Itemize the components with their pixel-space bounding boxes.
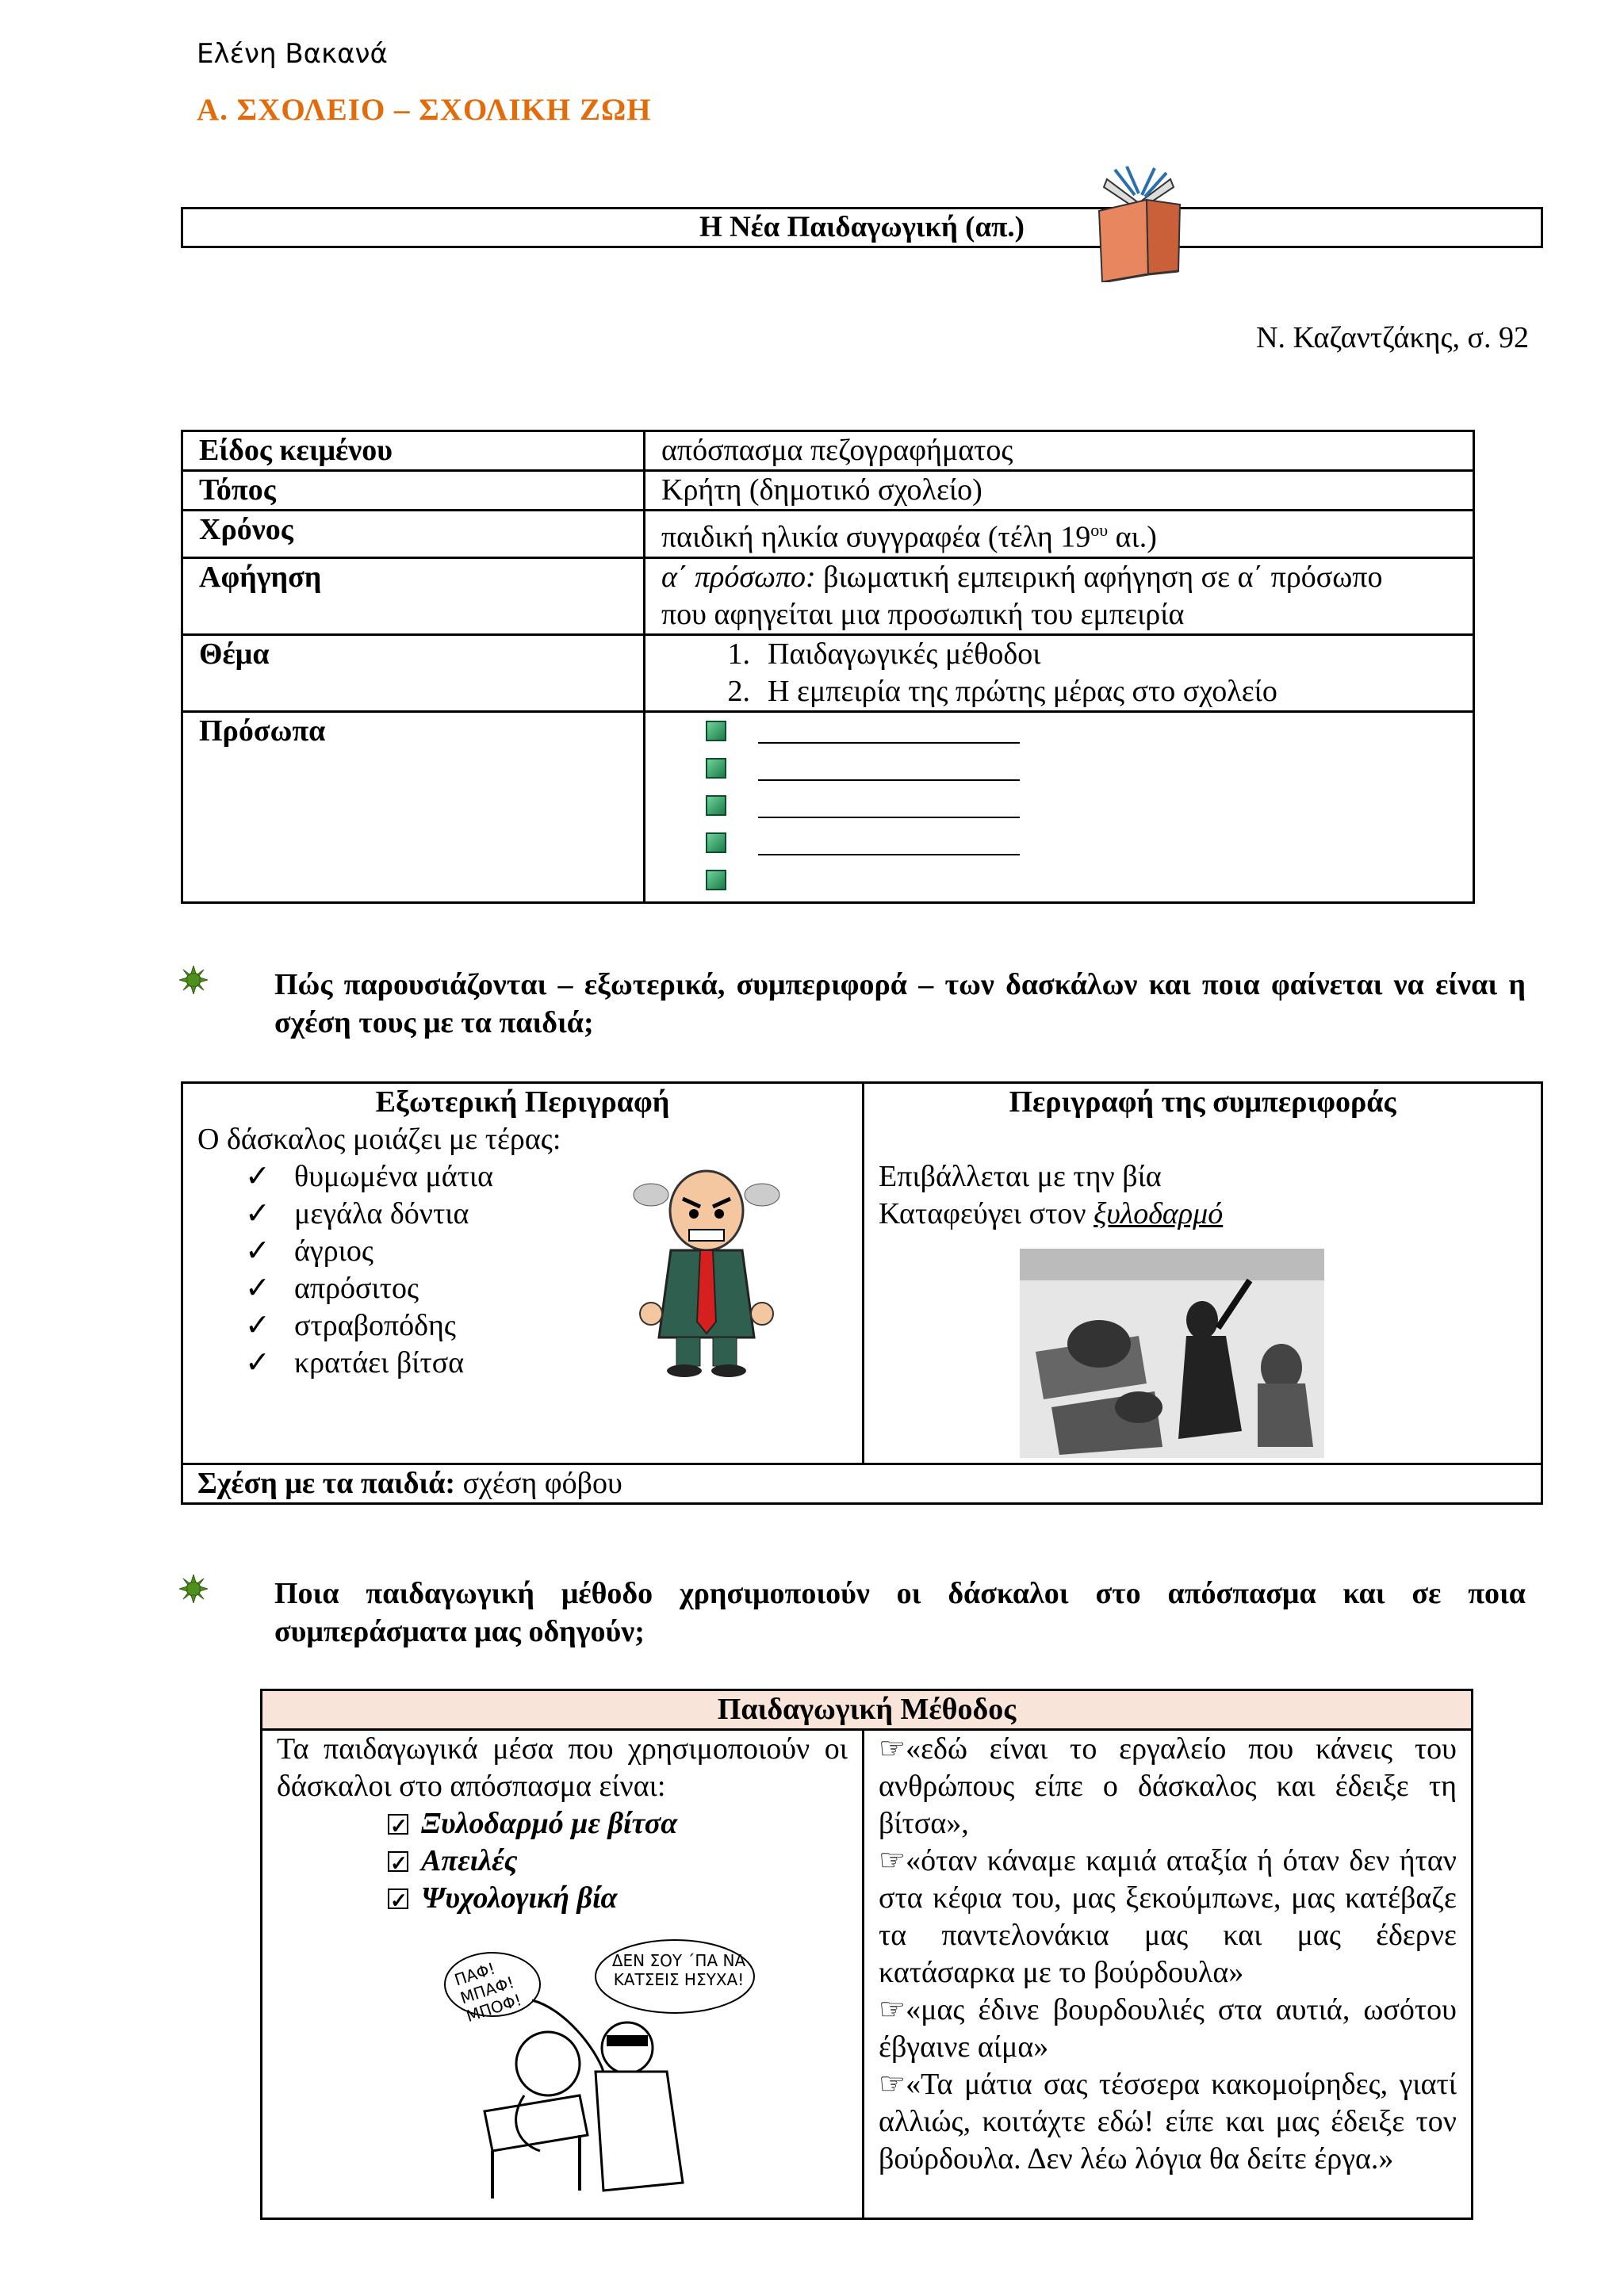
narration-value: α΄ πρόσωπο: βιωματική εμπειρική αφήγηση σε α΄ πρόσωπο που αφηγείται μια προσωπική του εμπειρία: [645, 557, 1474, 634]
green-square-bullet-icon: [706, 795, 726, 816]
behaviour-description-cell: [864, 1083, 1542, 1464]
list-item: ✓ Ψυχολογική βία: [277, 1880, 848, 1917]
blank-line[interactable]: [758, 718, 1020, 744]
green-square-bullet-icon: [706, 832, 726, 853]
list-item: ✓ απρόσιτος: [197, 1270, 848, 1307]
table-row: [182, 1083, 1542, 1464]
behaviour-description-header: Περιγραφή της συμπεριφοράς: [1009, 1085, 1396, 1119]
info-table: [181, 430, 1475, 904]
list-item: [661, 787, 1473, 825]
place-label: Τόπος: [182, 471, 645, 511]
persons-list: [645, 711, 1474, 902]
checkbox-icon: [388, 1814, 408, 1835]
book-icon: [1091, 163, 1186, 282]
behaviour-line: Επιβάλλεται με την βία: [879, 1160, 1162, 1193]
list-item: ✓ μεγάλα δόντια: [197, 1196, 848, 1233]
table-row: [182, 634, 1474, 711]
question-2: Ποια παιδαγωγική μέθοδο χρησιμοποιούν οι δάσκαλοι στο απόσπασμα και σε ποια συμπεράσματα μας οδηγούν;: [274, 1577, 1526, 1648]
source-citation: Ν. Καζαντζάκης, σ. 92: [1256, 321, 1529, 354]
list-item: ✓ Ξυλοδαρμό με βίτσα: [277, 1805, 848, 1843]
relation-cell: Σχέση με τα παιδιά: σχέση φόβου: [182, 1464, 1542, 1504]
theme-label: Θέμα: [182, 634, 645, 711]
external-description-header: Εξωτερική Περιγραφή: [375, 1085, 670, 1119]
time-value: παιδική ηλικία συγγραφέα (τέλη $19^{o\upsilon}$ αι.): [645, 511, 1474, 558]
quote-item: ☞«εδώ είναι το εργαλείο που κάνεις του ανθρώπους είπε ο δάσκαλος και έδειξε τη βίτσα»,: [879, 1732, 1457, 1840]
author-name: Ελένη Βακανά: [197, 38, 388, 70]
green-square-bullet-icon: [706, 721, 726, 741]
table-row: [262, 1730, 1473, 2219]
list-item: ✓ άγριος: [197, 1233, 848, 1270]
time-label: Χρόνος: [182, 511, 645, 558]
genre-value: απόσπασμα πεζογραφήματος: [645, 431, 1474, 471]
blank-line[interactable]: [758, 756, 1020, 781]
checkbox-icon: [388, 1888, 408, 1909]
list-item: [661, 713, 1473, 750]
place-value: Κρήτη (δημοτικό σχολείο): [645, 471, 1474, 511]
green-square-bullet-icon: [706, 870, 726, 890]
teacher-cartoon-illustration: [437, 1937, 786, 2206]
quote-item: ☞«Τα μάτια σας τέσσερα κακομοίρηδες, γιατί αλλιώς, κοιτάχτε εδώ! είπε και μας έδειξε τον βούρδουλα. Δεν λέω λόγια θα δείτε έργα.»: [879, 2068, 1457, 2175]
checkmark-icon: ✓: [245, 1346, 270, 1380]
blank-line[interactable]: [758, 793, 1020, 818]
external-description-cell: [182, 1083, 864, 1464]
green-star-bullet-icon: [179, 1575, 208, 1603]
list-item: [661, 750, 1473, 787]
list-item: [661, 862, 1473, 899]
checkmark-icon: ✓: [245, 1309, 270, 1342]
monster-intro: Ο δάσκαλος μοιάζει με τέρας:: [197, 1123, 561, 1156]
angry-teacher-illustration: [627, 1163, 786, 1377]
table-row: [182, 431, 1474, 471]
persons-label: Πρόσωπα: [182, 711, 645, 902]
list-item: ✓ Απειλές: [277, 1843, 848, 1880]
blank-line[interactable]: [758, 830, 1020, 855]
theme-list: [645, 634, 1474, 711]
hand-pointer-icon: ☞: [879, 1844, 906, 1877]
list-item: 2. Η εμπειρία της πρώτης μέρας στο σχολείο: [727, 674, 1277, 708]
list-item: 1. Παιδαγωγικές μέθοδοι: [727, 637, 1041, 671]
hand-pointer-icon: ☞: [879, 2068, 906, 2101]
beating-engraving-illustration: [1020, 1249, 1324, 1458]
quotes-cell: [864, 1730, 1473, 2219]
table-row: [182, 511, 1474, 558]
section-title: Α. ΣΧΟΛΕΙΟ – ΣΧΟΛΙΚΗ ΖΩΗ: [197, 93, 652, 127]
means-cell: [262, 1730, 864, 2219]
list-item: ✓ στραβοπόδης: [197, 1307, 848, 1345]
question-1: Πώς παρουσιάζονται – εξωτερικά, συμπεριφορά – των δασκάλων και ποια φαίνεται να είναι η σχέση τους με τα παιδιά;: [274, 968, 1526, 1039]
teacher-description-table: [181, 1081, 1543, 1505]
quote-item: ☞«μας έδινε βουρδουλιές στα αυτιά, ωσότου έβγαινε αίμα»: [879, 1993, 1457, 2064]
cartoon-bubble-right: ΔΕΝ ΣΟΥ ΄ΠΑ ΝΑ ΚΑΤΣΕΙΣ ΗΣΥΧΑ!: [611, 1951, 746, 1989]
hand-pointer-icon: ☞: [879, 1732, 906, 1766]
method-header: Παιδαγωγική Μέθοδος: [262, 1690, 1473, 1730]
table-row: [182, 711, 1474, 902]
means-intro: Τα παιδαγωγικά μέσα που χρησιμοποιούν οι δάσκαλοι στο απόσπασμα είναι:: [277, 1732, 848, 1803]
pedagogical-method-table: [260, 1689, 1473, 2220]
checkmark-icon: ✓: [245, 1197, 270, 1230]
narration-label: Αφήγηση: [182, 557, 645, 634]
text-title: Η Νέα Παιδαγωγική (απ.): [181, 207, 1543, 248]
quote-item: ☞«όταν κάναμε καμιά αταξία ή όταν δεν ήταν στα κέφια του, μας ξεκούμπωνε, μας κατέβαζε τα παντελονάκια μας και μας έδερνε κατάσαρκα με το βούρδουλα»: [879, 1844, 1457, 1989]
green-square-bullet-icon: [706, 758, 726, 779]
checkmark-icon: ✓: [245, 1234, 270, 1268]
green-star-bullet-icon: [179, 966, 208, 994]
table-row: [182, 1464, 1542, 1504]
checkmark-icon: ✓: [245, 1160, 270, 1193]
genre-label: Είδος κειμένου: [182, 431, 645, 471]
list-item: ✓ κρατάει βίτσα: [197, 1345, 848, 1382]
hand-pointer-icon: ☞: [879, 1993, 906, 2026]
checkbox-icon: [388, 1851, 408, 1872]
cartoon-bubble-left: ΠΑΦ! ΜΠΑΦ! ΜΠΟΦ!: [452, 1958, 524, 2026]
behaviour-line: Καταφεύγει στον ξυλοδαρμό: [879, 1197, 1224, 1230]
list-item: [661, 825, 1473, 862]
table-row: [262, 1690, 1473, 1730]
table-row: [182, 557, 1474, 634]
table-row: [182, 471, 1474, 511]
checkmark-icon: ✓: [245, 1272, 270, 1305]
list-item: ✓ θυμωμένα μάτια: [197, 1158, 848, 1196]
